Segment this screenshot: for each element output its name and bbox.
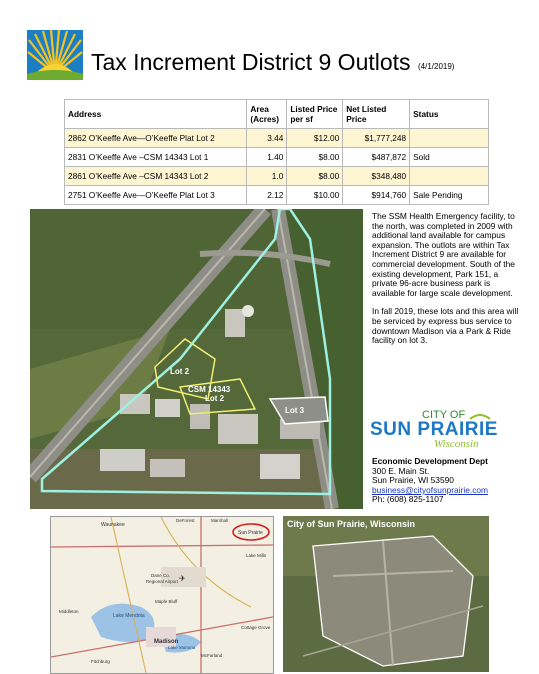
cell-status [410,167,489,186]
map-label: Sun Prairie [238,530,263,536]
table-row [65,167,489,186]
map-label: Waunakee [101,522,125,528]
lot-label: Lot 2 [170,367,190,376]
cell-area: 1.0 [247,167,287,186]
cell-area: 3.44 [247,129,287,148]
map-label: Madison [154,639,179,645]
cell-net-price: $1,777,248 [343,129,410,148]
col-header-net-price: Net Listed Price [343,100,410,129]
lot-label: Lot 2 [205,394,225,403]
map-label: Marshall [211,518,229,523]
cell-list-price: $10.00 [287,186,343,205]
cell-net-price: $348,480 [343,167,410,186]
map-label: McFarland [201,653,223,658]
cell-area: 2.12 [247,186,287,205]
cell-address: 2751 O’Keeffe Ave—O’Keeffe Plat Lot 3 [65,186,247,205]
page-title: Tax Increment District 9 Outlots [91,49,411,75]
city-sun-logo [27,30,83,80]
cell-net-price: $914,760 [343,186,410,205]
contact-block [372,457,532,505]
table-header-row [65,100,489,129]
city-of-sun-prairie-logo [370,407,515,449]
description [372,212,522,355]
col-header-address: Address [65,100,247,129]
lot-label: CSM 14343 [188,385,231,394]
cell-net-price: $487,872 [343,148,410,167]
cell-address: 2831 O’Keeffe Ave –CSM 14343 Lot 1 [65,148,247,167]
col-header-area: Area (Acres) [247,100,287,129]
contact-address-line: 300 E. Main St. [372,465,430,476]
contact-dept: Economic Development Dept [372,456,488,466]
cell-status [410,129,489,148]
cell-list-price: $8.00 [287,167,343,186]
map-label: Cottage Grove [241,625,271,630]
aerial-photo [30,209,363,509]
map-label: DeForest [176,518,195,523]
col-header-list-price: Listed Price per sf [287,100,343,129]
map-label: Lake Mendota [113,613,145,619]
regional-map [50,516,274,674]
map-label: Dane Co. [151,573,171,578]
property-table [64,99,489,205]
contact-phone: Ph: (608) 825-1107 [372,494,444,505]
city-map-title: City of Sun Prairie, Wisconsin [287,519,415,529]
col-header-status: Status [410,100,489,129]
cell-list-price: $12.00 [287,129,343,148]
contact-email-link[interactable]: business@cityofsunprairie.com [372,484,489,495]
logo-line2: SUN PRAIRIE [370,419,498,440]
map-label: Maple Bluff [155,599,178,604]
map-label: Fitchburg [91,659,110,664]
lot-label: Lot 3 [285,406,305,415]
logo-line3: Wisconsin [434,438,479,449]
cell-address: 2861 O’Keeffe Ave –CSM 14343 Lot 2 [65,167,247,186]
cell-status: Sold [410,148,489,167]
description-paragraph: In fall 2019, these lots and this area will be serviced by express bus service to downtown Madison via a Park & Ride facility on lot 3. [372,306,519,346]
logo-line1: CITY OF [422,409,466,421]
city-satellite-map [283,516,489,672]
map-label: Regional Airport [146,579,179,584]
cell-address: 2862 O’Keeffe Ave—O’Keeffe Plat Lot 2 [65,129,247,148]
cell-status: Sale Pending [410,186,489,205]
cell-area: 1.40 [247,148,287,167]
map-label: Lake Mills [246,553,267,558]
page-date: (4/1/2019) [418,62,455,71]
map-label: Middleton [59,609,79,614]
contact-address-line: Sun Prairie, WI 53590 [372,475,454,486]
description-paragraph: The SSM Health Emergency facility, to the north, was completed in 2009 with additional land available for campus expansion. The outlots are within Tax Increment District 9 are available for commercial development. South of the existing development, Park 151, a private 96-acre business park is available for large scale development. [372,211,515,298]
map-label: Lake Monona [168,645,196,650]
table-row [65,129,489,148]
table-row [65,148,489,167]
airport-icon: ✈ [179,574,186,583]
table-row [65,186,489,205]
cell-list-price: $8.00 [287,148,343,167]
